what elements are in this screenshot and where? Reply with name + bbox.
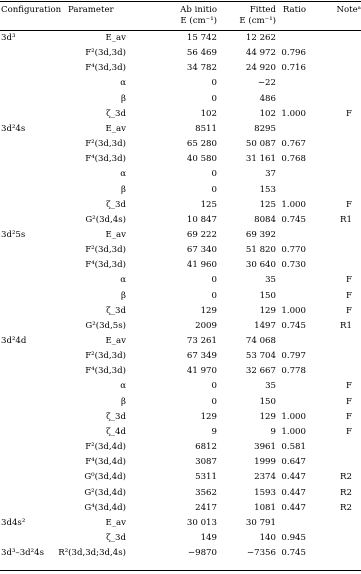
row-configuration: 3d³ [1,33,16,43]
row-ab-initio: 10 847 [186,214,217,225]
row-ab-initio: 69 222 [186,229,217,240]
row-fitted: 8295 [254,123,276,134]
row-fitted: −7356 [246,548,276,559]
row-fitted: 32 667 [245,366,276,377]
row-ab-initio: 0 [211,290,217,301]
row-ratio: 1.000 [281,108,306,119]
row-ab-initio: 9 [211,426,217,437]
row-ratio: 1.000 [281,426,306,437]
row-configuration: 3d²4d [1,336,27,346]
row-configuration: 3d²5s [1,229,26,240]
row-parameter: G²(3d,4d) [84,487,126,498]
row-fitted: 35 [265,381,276,392]
row-ab-initio: 129 [200,305,217,316]
row-parameter: F⁴(3d,3d) [85,260,126,271]
row-ab-initio: 41 970 [186,366,217,377]
row-ab-initio: 30 013 [186,517,217,528]
row-fitted: 30 791 [245,517,276,528]
header-fitted-unit: E (cm⁻¹) [239,16,276,26]
header-configuration: Configuration [1,5,62,15]
row-parameter: F⁴(3d,3d) [85,154,126,165]
bottom-rule [0,570,361,571]
row-fitted: 150 [259,290,276,301]
row-parameter: G⁰(3d,4d) [84,472,126,483]
row-parameter: F⁴(3d,4d) [85,457,126,468]
row-ab-initio: −9870 [187,548,217,559]
row-note: F [346,305,352,316]
row-fitted: 31 161 [245,154,276,165]
row-parameter: F²(3d,3d) [85,139,126,150]
row-ratio: 0.768 [281,154,306,165]
row-parameter: F²(3d,3d) [85,351,126,362]
header-parameter: Parameter [68,5,114,15]
row-parameter: R²(3d,3d;3d,4s) [58,548,126,559]
row-ab-initio: 0 [211,396,217,407]
row-configuration: 3d4s² [1,517,26,528]
row-fitted: 12 262 [245,33,276,43]
row-fitted: 140 [259,532,276,543]
row-parameter: α [120,381,126,392]
row-parameter: G²(3d,5s) [85,320,126,331]
row-ratio: 0.730 [281,260,306,271]
row-fitted: 102 [259,108,276,119]
row-ab-initio: 3087 [195,457,217,468]
row-ab-initio: 2009 [195,320,217,331]
row-note: R2 [340,472,352,483]
row-ab-initio: 56 469 [186,48,217,59]
header-ratio: Ratio [282,5,306,15]
row-fitted: 1999 [254,457,276,468]
header-ab-initio: Ab initio [180,5,217,15]
header-fitted: Fitted [249,5,276,15]
row-parameter: E_av [105,517,126,528]
row-ratio: 0.770 [281,245,306,256]
row-note: F [346,381,352,392]
row-ratio: 0.767 [281,139,306,150]
row-parameter: ζ_3d [106,108,126,119]
row-ratio: 0.745 [281,320,306,331]
row-ratio: 0.447 [281,502,306,513]
row-parameter: ζ_4d [106,426,126,437]
row-parameter: F²(3d,4d) [85,442,126,453]
row-fitted: 486 [259,93,276,104]
row-fitted: 1081 [254,502,276,513]
row-fitted: 8084 [254,214,276,225]
row-fitted: 1593 [254,487,276,498]
row-ratio: 0.447 [281,472,306,483]
row-parameter: β [121,396,126,407]
row-parameter: ζ_3d [106,305,126,316]
row-fitted: 129 [259,411,276,422]
row-fitted: 129 [259,305,276,316]
row-fitted: 125 [259,199,276,210]
row-note: R1 [340,214,352,225]
row-ab-initio: 65 280 [186,139,217,150]
row-ab-initio: 5311 [195,472,217,483]
row-parameter: ζ_3d [106,411,126,422]
row-ratio: 0.778 [281,366,306,377]
row-parameter: α [120,78,126,89]
top-rule [0,1,361,2]
row-fitted: −22 [257,78,276,89]
row-parameter: F²(3d,3d) [85,245,126,256]
header-rule [0,30,361,31]
row-fitted: 37 [265,169,276,180]
row-fitted: 9 [270,426,276,437]
row-fitted: 50 087 [245,139,276,150]
row-note: F [346,396,352,407]
row-ratio: 0.797 [281,351,306,362]
row-ab-initio: 3562 [195,487,217,498]
row-note: F [346,275,352,286]
row-ab-initio: 0 [211,184,217,195]
row-fitted: 74 068 [245,336,276,346]
row-ab-initio: 129 [200,411,217,422]
header-ab-initio-unit: E (cm⁻¹) [180,16,217,26]
row-ratio: 0.581 [281,442,306,453]
row-parameter: G²(3d,4s) [85,214,126,225]
row-ratio: 0.716 [281,63,306,74]
row-ab-initio: 0 [211,78,217,89]
row-ratio: 0.945 [281,532,306,543]
row-ratio: 0.447 [281,487,306,498]
row-parameter: F⁴(3d,3d) [85,366,126,377]
row-ab-initio: 41 960 [186,260,217,271]
row-ratio: 0.796 [281,48,306,59]
row-configuration: 3d³–3d²4s [1,548,45,559]
row-ratio: 1.000 [281,305,306,316]
row-ab-initio: 125 [200,199,217,210]
row-ab-initio: 102 [200,108,217,119]
row-fitted: 69 392 [245,229,276,240]
row-ab-initio: 40 580 [186,154,217,165]
row-parameter: α [120,275,126,286]
row-parameter: β [121,184,126,195]
row-parameter: ζ_3d [106,532,126,543]
row-ab-initio: 15 742 [186,33,217,43]
row-note: F [346,199,352,210]
row-fitted: 3961 [254,442,276,453]
row-ab-initio: 0 [211,275,217,286]
row-parameter: β [121,290,126,301]
row-fitted: 30 640 [245,260,276,271]
row-note: F [346,108,352,119]
row-note: R2 [340,502,352,513]
row-fitted: 44 972 [245,48,276,59]
row-note: R2 [340,487,352,498]
row-ab-initio: 0 [211,93,217,104]
row-ratio: 1.000 [281,411,306,422]
row-fitted: 51 820 [245,245,276,256]
row-configuration: 3d²4s [1,123,26,134]
row-ab-initio: 8511 [195,123,217,134]
row-fitted: 2374 [254,472,276,483]
row-note: F [346,411,352,422]
row-ab-initio: 67 349 [186,351,217,362]
row-ab-initio: 67 340 [186,245,217,256]
row-parameter: G⁴(3d,4d) [84,502,126,513]
row-parameter: F⁴(3d,3d) [85,63,126,74]
row-note: R1 [340,320,352,331]
row-parameter: ζ_3d [106,199,126,210]
row-parameter: F²(3d,3d) [85,48,126,59]
row-ratio: 1.000 [281,199,306,210]
row-fitted: 153 [259,184,276,195]
row-ab-initio: 149 [200,532,217,543]
row-ab-initio: 73 261 [186,336,217,346]
row-ratio: 0.745 [281,214,306,225]
row-ab-initio: 0 [211,381,217,392]
row-note: F [346,290,352,301]
row-ab-initio: 6812 [195,442,217,453]
row-fitted: 150 [259,396,276,407]
row-ab-initio: 2417 [195,502,217,513]
row-fitted: 53 704 [245,351,276,362]
row-fitted: 35 [265,275,276,286]
row-ratio: 0.647 [281,457,306,468]
row-ab-initio: 34 782 [186,63,217,74]
row-parameter: E_av [105,33,126,43]
row-parameter: α [120,169,126,180]
header-note: Noteᵃ [336,5,361,15]
row-ab-initio: 0 [211,169,217,180]
row-parameter: E_av [105,123,126,134]
row-fitted: 1497 [254,320,276,331]
row-parameter: E_av [105,229,126,240]
row-parameter: E_av [105,336,126,346]
row-parameter: β [121,93,126,104]
row-ratio: 0.745 [281,548,306,559]
row-note: F [346,426,352,437]
row-fitted: 24 920 [245,63,276,74]
